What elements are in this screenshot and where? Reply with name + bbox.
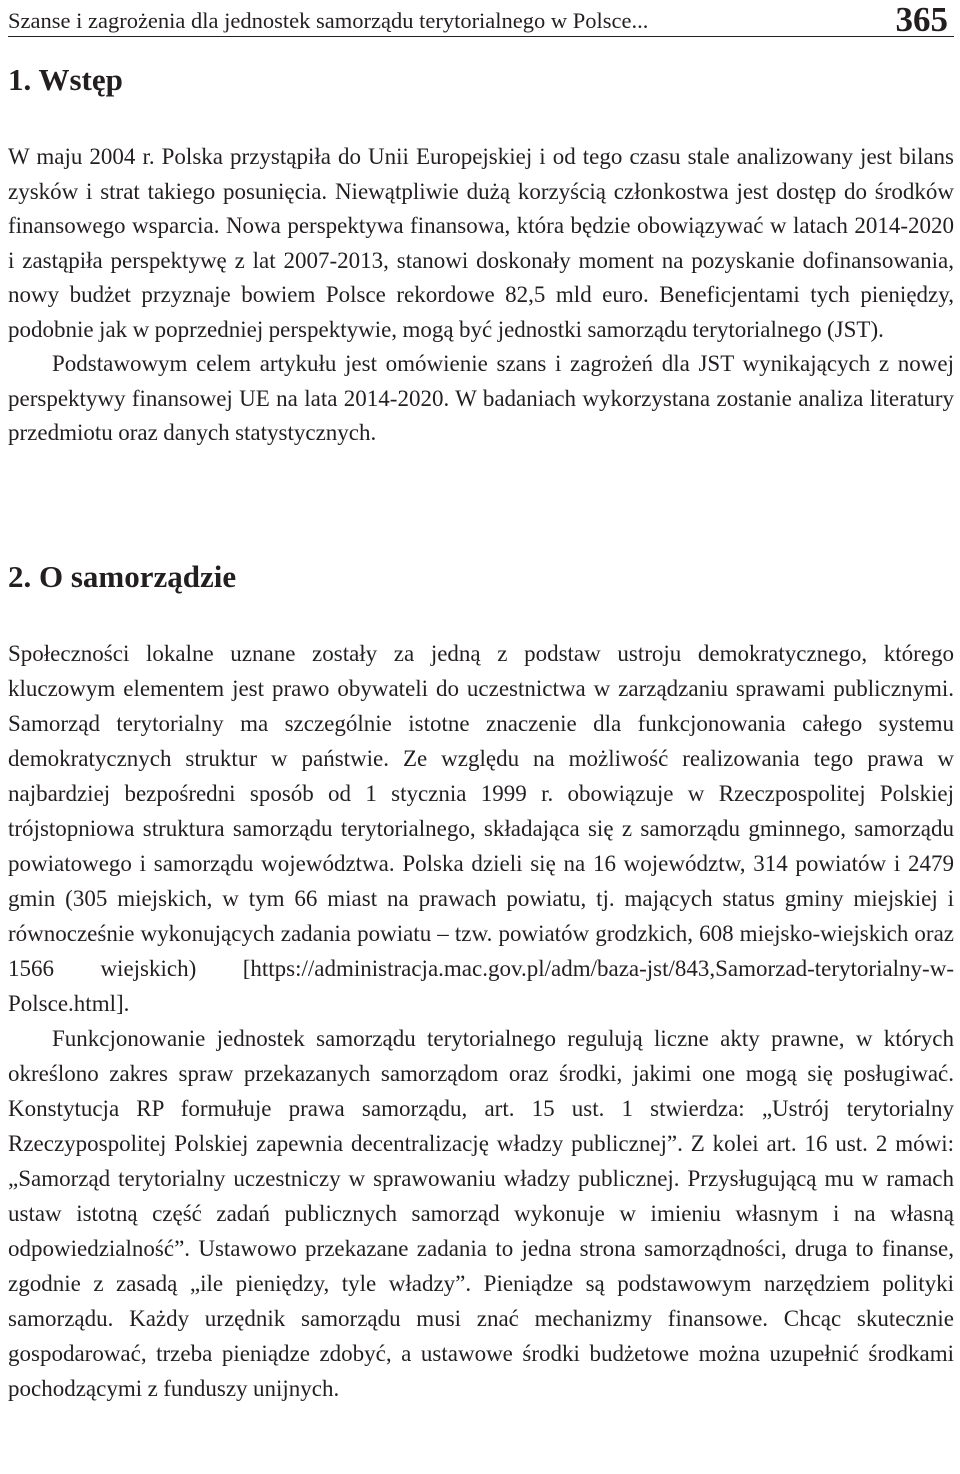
section-body-intro <box>8 140 954 451</box>
running-title: Szanse i zagrożenia dla jednostek samorządu terytorialnego w Polsce... <box>8 8 649 33</box>
running-header <box>8 0 954 39</box>
section-heading-self-government: 2. O samorządzie <box>8 559 237 594</box>
section-body-self-government <box>8 636 954 1406</box>
page-number: 365 <box>895 0 948 39</box>
paragraph: W maju 2004 r. Polska przystąpiła do Unii Europejskiej i od tego czasu stale analizowany jest bilans zysków i strat takiego posunięcia. Niewątpliwie dużą korzyścią członkostwa jest dostęp do środków finansowego wsparcia. Nowa perspektywa finansowa, która będzie obowiązywać w latach 2014-2020 i zastąpiła perspektywę z lat 2007-2013, stanowi doskonały moment na pozyskanie dofinansowania, nowy budżet przyznaje bowiem Polsce rekordowe 82,5 mld euro. Beneficjentami tych pieniędzy, podobnie jak w poprzedniej perspektywie, mogą być jednostki samorządu terytorialnego (JST). <box>8 144 954 342</box>
paragraph: Podstawowym celem artykułu jest omówienie szans i zagrożeń dla JST wynikających z nowej perspektywy finansowej UE na lata 2014-2020. W badaniach wykorzystana zostanie analiza literatury przedmiotu oraz danych statystycznych. <box>8 351 954 445</box>
paragraph: Funkcjonowanie jednostek samorządu terytorialnego regulują liczne akty prawne, w których określono zakres spraw przekazanych samorządom oraz środki, jakimi one mogą się posługiwać. Konstytucja RP formułuje prawa samorządu, art. 15 ust. 1 stwierdza: „Ustrój terytorialny Rzeczypospolitej Polskiej zapewnia decentralizację władzy publicznej”. Z kolei art. 16 ust. 2 mówi: „Samorząd terytorialny uczestniczy w sprawowaniu władzy publicznej. Przysługującą mu w ramach ustaw istotną część zadań publicznych samorząd wykonuje w imieniu własnym i na własną odpowiedzialność”. Ustawowo przekazane zadania to jedna strona samorządności, druga to finanse, zgodnie z zasadą „ile pieniędzy, tyle władzy”. Pieniądze są podstawowym narzędziem polityki samorządu. Każdy urzędnik samorządu musi znać mechanizmy finansowe. Chcąc skutecznie gospodarować, trzeba pieniądze zdobyć, a ustawowe środki budżetowe można uzupełnić środkami pochodzącymi z funduszy unijnych. <box>8 1026 954 1401</box>
section-heading-intro: 1. Wstęp <box>8 62 123 97</box>
paragraph: Społeczności lokalne uznane zostały za jedną z podstaw ustroju demokratycznego, którego kluczowym elementem jest prawo obywateli do uczestnictwa w zarządzaniu sprawami publicznymi. Samorząd terytorialny ma szczególnie istotne znaczenie dla funkcjonowania całego systemu demokratycznych struktur w państwie. Ze względu na możliwość realizowania tego prawa w najbardziej bezpośredni sposób od 1 stycznia 1999 r. obowiązuje w Rzeczpospolitej Polskiej trójstopniowa struktura samorządu terytorialnego, składająca się z samorządu gminnego, samorządu powiatowego i samorządu województwa. Polska dzieli się na 16 województw, 314 powiatów i 2479 gmin (305 miejskich, w tym 66 miast na prawach powiatu, tj. mających status gminy miejskiej i równocześnie wykonujących zadania powiatu – tzw. powiatów grodzkich, 608 miejsko-wiejskich oraz 1566 wiejskich) [https://administracja.mac.gov.pl/adm/baza-jst/843,Samorzad-terytorialny-w-Polsce.html]. <box>8 641 954 1016</box>
